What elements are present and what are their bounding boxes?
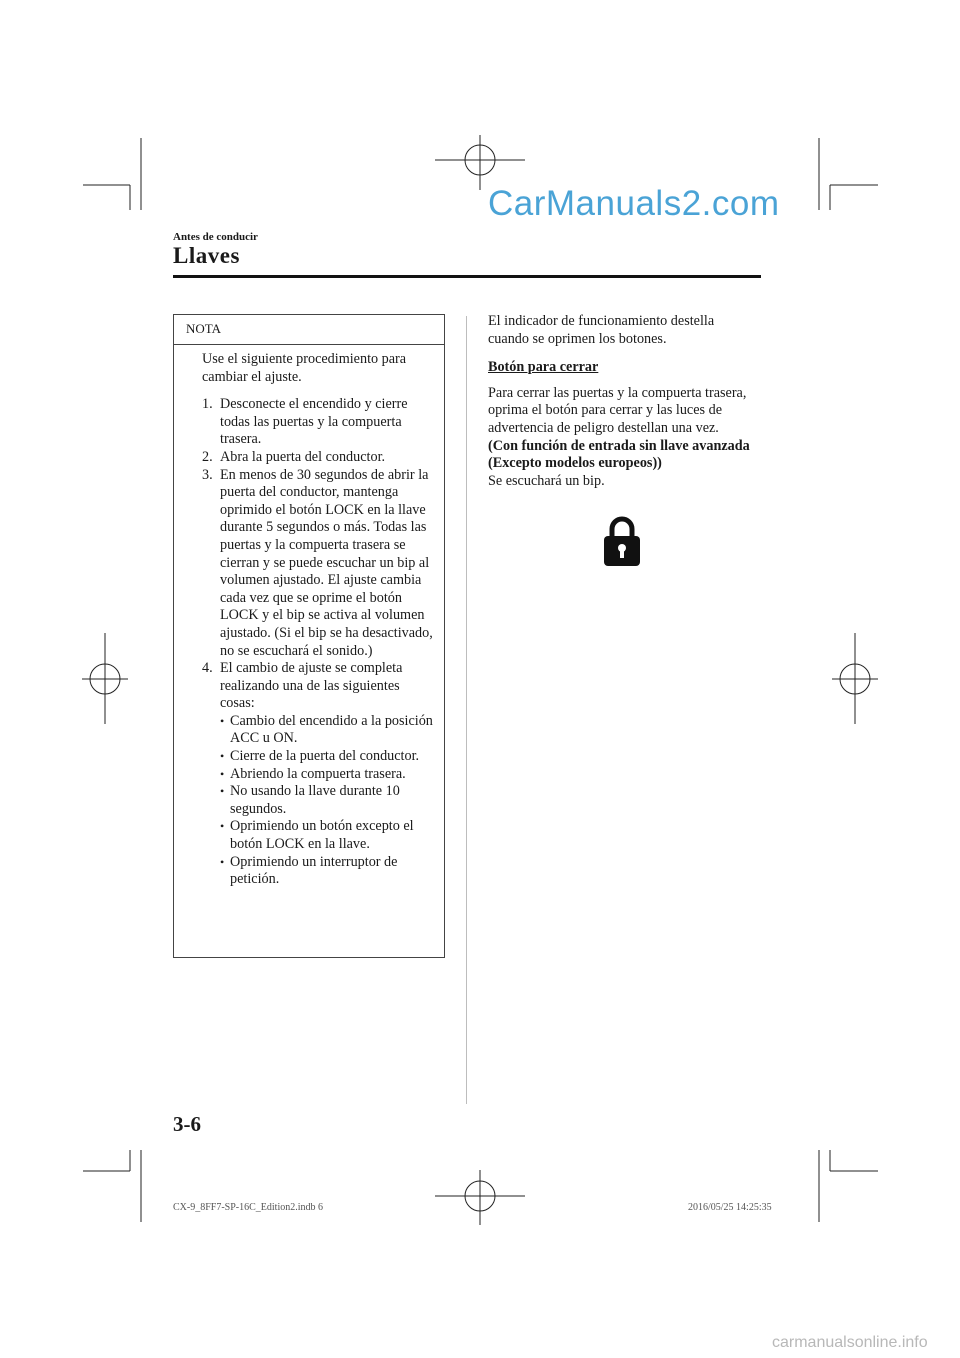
step-number: 3. [202,466,213,483]
bullet-dot-icon: • [220,713,225,728]
step-text: Abra la puerta del conductor. [220,448,386,465]
step-number: 1. [202,396,213,413]
bullet-list [220,713,436,889]
chapter-title: Llaves [173,243,240,268]
beep-paragraph: Se escuchará un bip. [488,472,605,489]
bullet-text: Cierre de la puerta del conductor. [230,748,420,765]
header-rule [173,275,761,278]
step-item [202,396,436,449]
column-divider [466,316,467,1104]
page-number: 3-6 [173,1112,201,1136]
bullet-item [220,713,436,748]
bullet-dot-icon: • [220,819,225,834]
footer-filename: CX-9_8FF7-SP-16C_Edition2.indb 6 [173,1202,324,1213]
step-item [202,449,436,467]
section-title: Antes de conducir [173,231,258,243]
padlock-icon [603,515,641,567]
steps-list [202,396,436,889]
step-number: 4. [202,660,213,677]
step-item [202,467,436,661]
bullet-item [220,783,436,818]
indicator-paragraph: El indicador de funcionamiento destella cuando se oprimen los botones. [488,313,715,347]
footer-timestamp: 2016/05/25 14:25:35 [688,1202,772,1213]
bullet-text: Abriendo la compuerta trasera. [230,765,406,782]
bullet-text: Oprimiendo un botón excepto el botón LOCK en la llave. [230,818,414,853]
lock-button-paragraph: Para cerrar las puertas y la compuerta trasera, oprima el botón para cerrar y las luces de advertencia de peligro destellan una vez. [488,384,747,436]
note-heading: NOTA [174,315,444,345]
bullet-dot-icon: • [220,854,225,869]
step-item [202,660,436,889]
bullet-dot-icon: • [220,749,225,764]
step-text: Desconecte el encendido y cierre todas las puertas y la compuerta trasera. [220,396,408,448]
bullet-text: Cambio del encendido a la posición ACC u ON. [230,712,433,747]
note-body [174,345,444,889]
bullet-text: No usando la llave durante 10 segundos. [230,783,400,817]
step-text: En menos de 30 segundos de abrir la puerta del conductor, mantenga oprimido el botón LOCK en la llave durante 5 segundos o más. Todas las puertas y la compuerta trasera se cierran y se puede escuchar un bip al volumen ajustado. El ajuste cambia cada vez que se oprime el botón LOCK y el bip se activa al volumen ajustado. (Si el bip se ha desactivado, no se escuchará el sonido.) [220,466,433,659]
step-number: 2. [202,448,213,465]
advanced-keyless-note: (Con función de entrada sin llave avanzada (Excepto modelos europeos)) [488,437,750,472]
bullet-item [220,766,436,784]
bullet-text: Oprimiendo un interruptor de petición. [230,853,398,888]
note-box [173,314,445,958]
bullet-item [220,818,436,853]
bullet-dot-icon: • [220,784,225,799]
watermark-footer: carmanualsonline.info [772,1334,928,1351]
right-column [488,313,758,490]
step-text: El cambio de ajuste se completa realizando una de las siguientes cosas: [220,660,403,712]
bullet-item [220,854,436,889]
bullet-item [220,748,436,766]
note-intro: Use el siguiente procedimiento para cambiar el ajuste. [202,351,407,385]
watermark-logo: CarManuals2.com [488,184,780,223]
bullet-dot-icon: • [220,766,225,781]
lock-button-heading: Botón para cerrar [488,359,599,376]
